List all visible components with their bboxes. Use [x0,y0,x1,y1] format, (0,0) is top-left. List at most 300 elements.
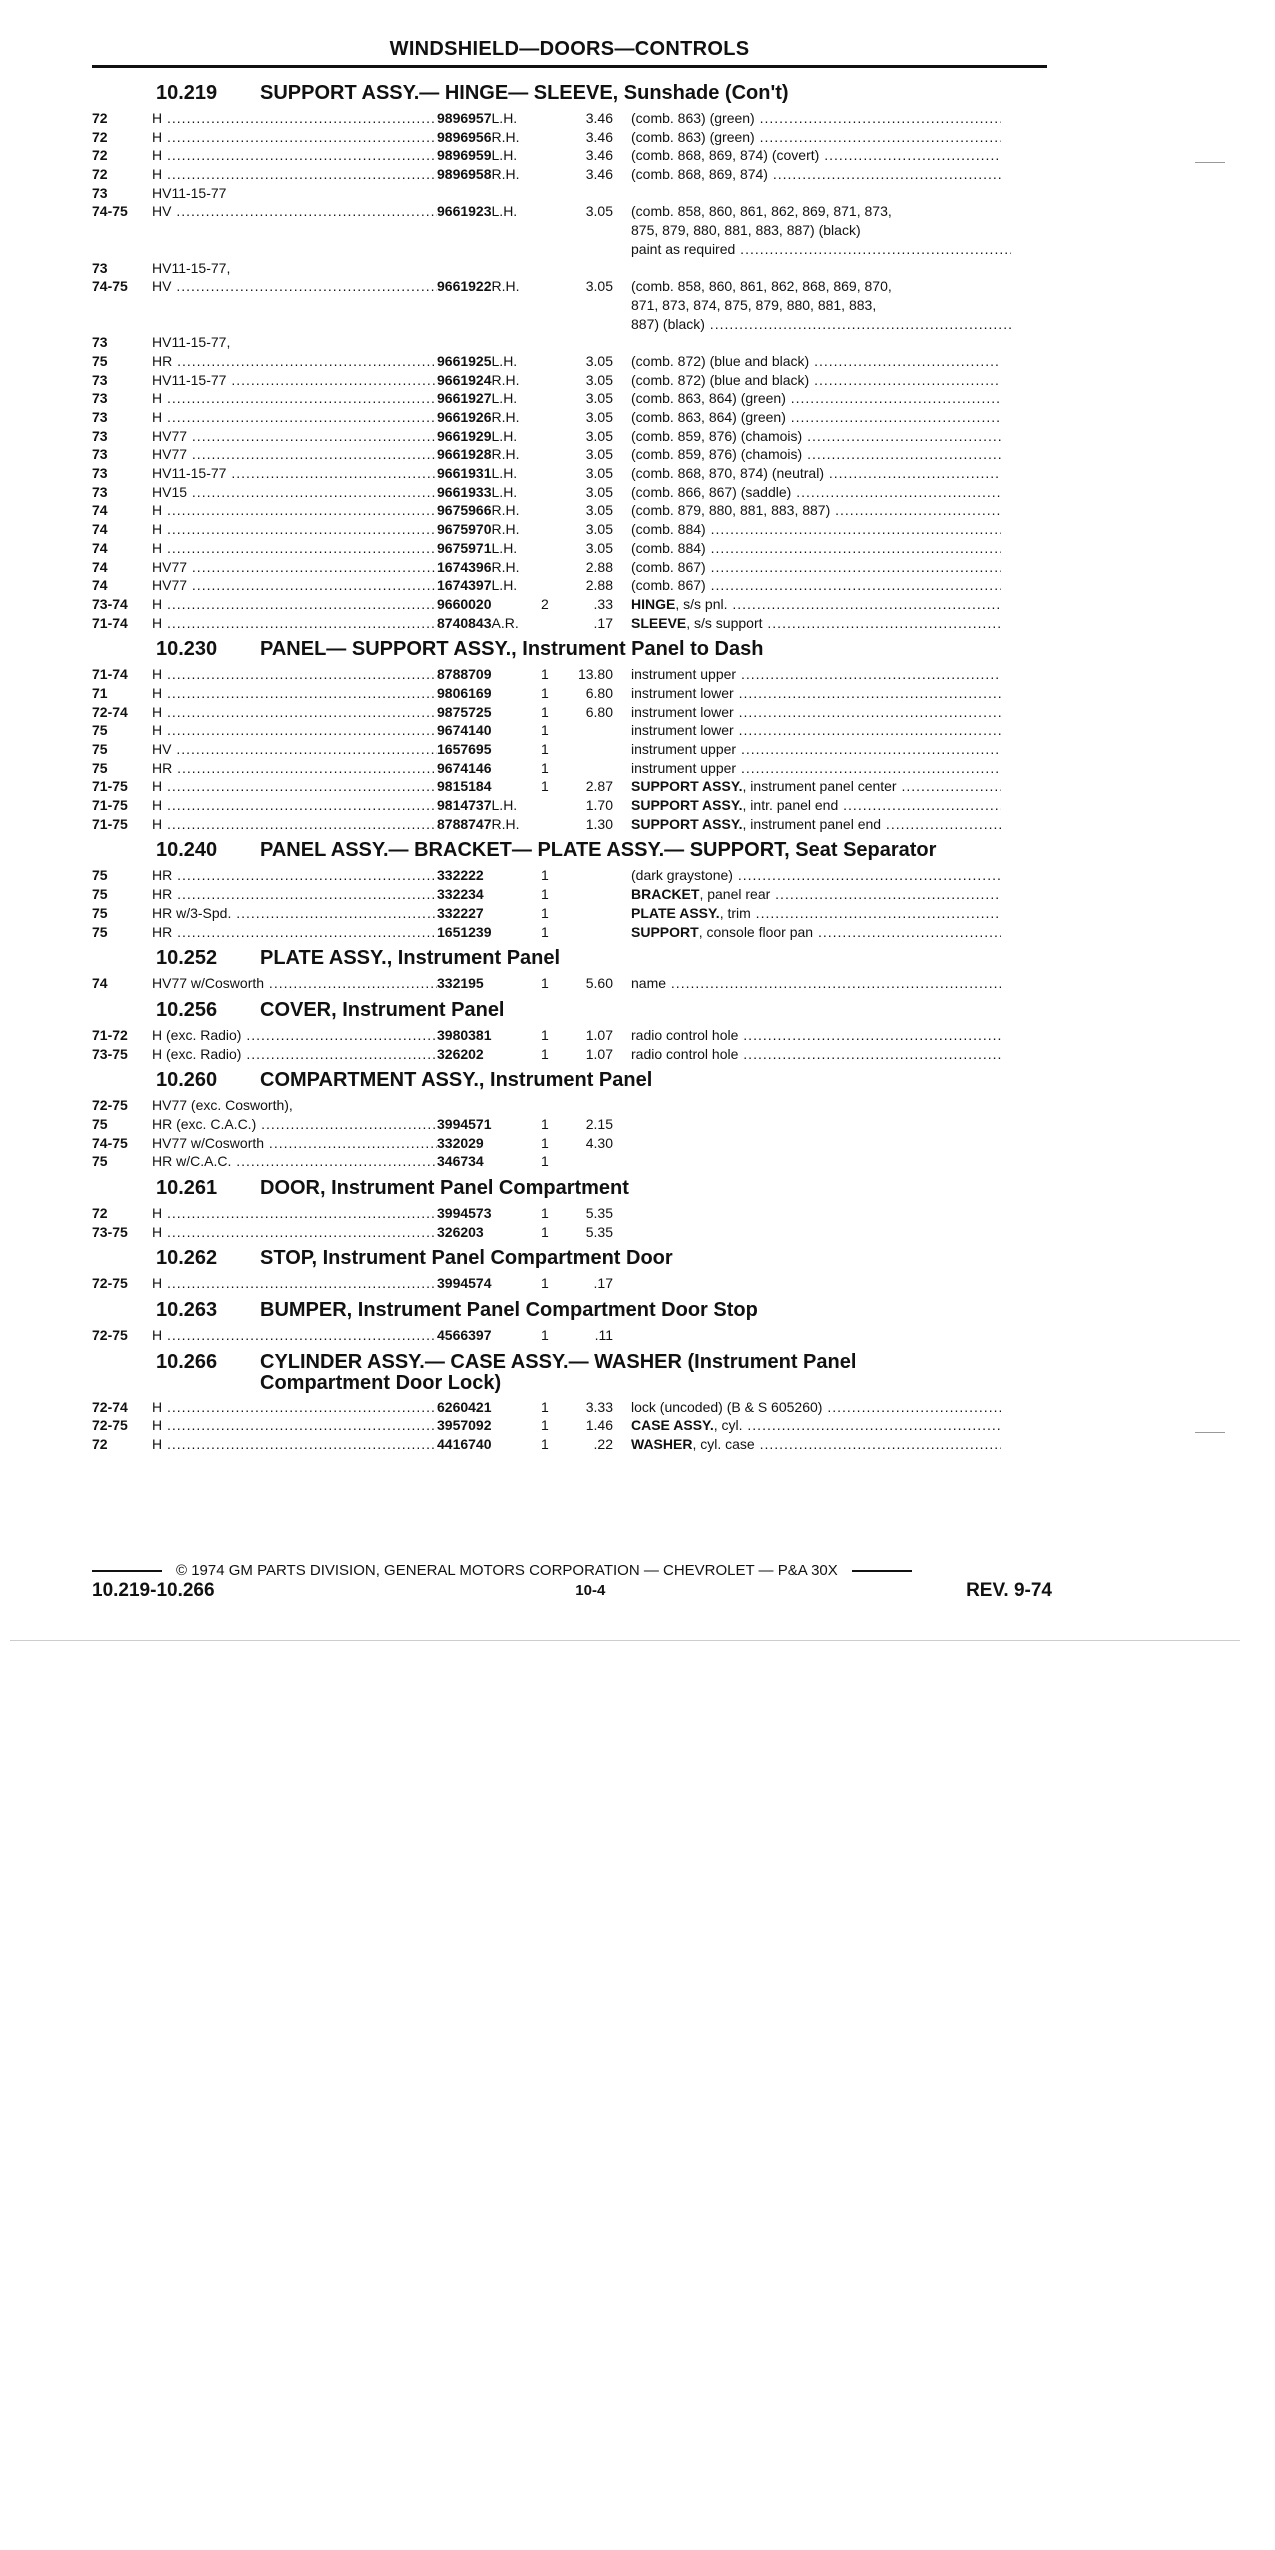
part-number: 3994573 [437,1205,492,1221]
table-row [92,721,1052,740]
row-part-number [437,202,541,221]
row-description-keyword: SUPPORT ASSY. [631,815,743,832]
section-number: 10.219 [156,82,218,104]
row-year: 73 [92,390,108,407]
row-side: L.H. [491,539,518,556]
row-application: H ..... [152,1416,437,1435]
table-row [92,146,1052,165]
table-row [92,866,1052,885]
row-description: (comb. 884) ..... [631,539,1001,558]
row-quantity [541,259,565,278]
row-part-number [437,165,541,184]
row-price: .11 [594,1327,613,1344]
row-year: 73 [92,371,108,388]
row-application: HR ..... [152,759,437,778]
part-number: 3957092 [437,1417,492,1434]
row-quantity [541,371,565,390]
part-number: 9661925 [437,352,492,369]
row-year: 75 [92,1153,108,1170]
row-part-number [437,501,541,520]
row-quantity: 1 [541,722,549,739]
row-description-keyword: SUPPORT ASSY. [631,778,743,795]
part-number: 9661924 [437,371,492,388]
part-number: 9675966 [437,502,492,519]
row-description [631,1204,1001,1223]
part-number: 332222 [437,867,484,884]
table-row [92,885,1052,904]
row-price: 3.46 [585,128,613,145]
row-application: HR ..... [152,885,437,904]
table-row [92,740,1052,759]
row-quantity: 1 [541,1205,549,1221]
row-part-number [437,109,541,128]
row-year: 73 [92,483,108,500]
row-application: H ..... [152,1223,437,1242]
row-price: 3.05 [585,352,613,369]
row-side: A.R. [491,614,519,631]
row-quantity [541,539,565,558]
row-price [565,923,631,942]
row-description-continued: paint as required ..... [631,240,1011,259]
row-description: (comb. 859, 876) (chamois) ..... [631,445,1001,464]
row-quantity: 1 [541,1275,549,1292]
part-number: 326203 [437,1223,484,1240]
table-row [92,277,1052,296]
row-application: H ..... [152,539,437,558]
table-row-continuation [92,221,1052,240]
row-year: 74 [92,975,108,992]
continuation-indent [92,240,631,259]
row-application: H ..... [152,1435,437,1454]
row-price: 3.05 [585,539,613,556]
row-description-continued: 875, 879, 880, 881, 883, 887) (black) [631,222,861,239]
row-description: (comb. 866, 867) (saddle) ..... [631,483,1001,502]
row-price [565,885,631,904]
part-number: 9660020 [437,595,492,612]
row-application: HR w/C.A.C. ..... [152,1152,437,1171]
row-part-number [437,1326,541,1345]
row-application: HV ..... [152,277,437,296]
part-number: 346734 [437,1153,484,1170]
table-row [92,684,1052,703]
row-application: HV77 (exc. Cosworth), [152,1097,293,1114]
row-year: 72-74 [92,1398,128,1415]
row-description-text: , s/s support [686,614,763,631]
row-description [631,1326,1001,1345]
row-part-number [437,1204,541,1223]
row-year: 75 [92,722,108,739]
row-description [631,1134,1001,1153]
part-number: 3994571 [437,1115,492,1132]
row-description: instrument lower ..... [631,703,1001,722]
part-number: 9661923 [437,203,492,220]
row-price: 3.05 [585,446,613,463]
row-year: 74-75 [92,1134,128,1151]
row-quantity [541,796,565,815]
part-number: 9675971 [437,539,492,556]
row-application: HV11-15-77 ..... [152,464,437,483]
row-part-number [437,1152,541,1171]
row-quantity: 1 [541,666,549,683]
row-year: 75 [92,904,108,921]
row-quantity: 1 [541,684,549,701]
table-row [92,1204,1052,1223]
row-side: R.H. [491,166,520,183]
table-row [92,483,1052,502]
footer-range: 10.219-10.266 [92,1580,215,1601]
row-quantity [541,576,565,595]
table-row [92,1435,1052,1454]
table-row [92,815,1052,834]
section-number: 10.230 [156,638,218,661]
scan-edge-mark [10,1640,1240,1641]
table-row [92,352,1052,371]
row-quantity: 1 [541,741,549,757]
row-side: L.H. [491,203,518,220]
row-description [631,1416,1001,1435]
row-price [565,1152,631,1171]
part-number: 9674146 [437,759,492,776]
row-application: H ..... [152,1204,437,1223]
row-side: R.H. [491,521,520,538]
row-quantity [541,501,565,520]
section-header [92,947,1052,970]
section-title: COMPARTMENT ASSY., Instrument Panel [260,1069,653,1092]
row-quantity [541,445,565,464]
part-number: 9806169 [437,684,492,701]
row-price: 5.35 [585,1223,613,1240]
row-part-number [437,464,541,483]
section-number: 10.240 [156,839,218,862]
table-row [92,445,1052,464]
part-number: 8788709 [437,666,492,683]
row-part-number [437,1096,541,1115]
section-title: PANEL ASSY.— BRACKET— PLATE ASSY.— SUPPORT, Seat Separator [260,839,937,862]
row-application: H ..... [152,165,437,184]
row-description: (comb. 868, 869, 874) (covert) ..... [631,146,1001,165]
row-part-number [437,904,541,923]
row-description: (comb. 868, 870, 874) (neutral) ..... [631,464,1001,483]
section-title: PANEL— SUPPORT ASSY., Instrument Panel to Dash [260,638,764,661]
row-price: 3.46 [585,110,613,126]
row-description-keyword: BRACKET [631,886,700,903]
part-number: 9674140 [437,722,492,739]
row-description [631,595,1001,614]
table-row [92,408,1052,427]
row-part-number [437,923,541,942]
part-number: 9661933 [437,483,492,500]
row-year: 72-74 [92,703,128,720]
row-price: 5.60 [585,975,613,992]
row-quantity: 1 [541,1153,549,1170]
row-year: 72-75 [92,1327,128,1344]
row-description-keyword: SLEEVE [631,614,687,631]
row-price: .17 [593,614,613,631]
section-title: CYLINDER ASSY.— CASE ASSY.— WASHER (Instrument Panel Compartment Door Lock) [260,1350,857,1394]
row-price: .33 [593,595,613,612]
row-quantity [541,483,565,502]
row-side: R.H. [491,815,520,832]
row-year: 73 [92,259,108,276]
row-quantity: 1 [541,1327,549,1344]
table-row [92,539,1052,558]
row-part-number [437,520,541,539]
row-description [631,1435,1001,1454]
row-year: 74-75 [92,278,128,295]
row-price: 3.05 [585,390,613,407]
row-quantity [541,277,565,296]
row-year: 74 [92,539,108,556]
table-row [92,520,1052,539]
row-application: HR ..... [152,866,437,885]
row-part-number [437,1045,541,1064]
row-description [631,1152,1001,1171]
row-part-number [437,352,541,371]
table-row [92,796,1052,815]
row-price: 1.07 [585,1026,613,1043]
table-row [92,165,1052,184]
section-header [92,638,1052,661]
row-part-number [437,665,541,684]
row-description [631,333,1001,352]
row-quantity: 1 [541,886,549,903]
row-description: instrument lower ..... [631,684,1001,703]
row-quantity: 1 [541,904,549,921]
table-row [92,1326,1052,1345]
row-price: 3.05 [585,502,613,519]
row-part-number [437,721,541,740]
row-part-number [437,796,541,815]
row-side: L.H. [491,465,518,482]
row-application: HV77 ..... [152,576,437,595]
row-application: H ..... [152,408,437,427]
row-side: L.H. [491,797,518,814]
table-row [92,464,1052,483]
row-part-number [437,445,541,464]
row-year: 71-72 [92,1026,128,1043]
row-description [631,1274,1001,1293]
part-number: 9661922 [437,278,492,295]
row-side: R.H. [491,371,520,388]
row-price [565,866,631,885]
footer-revision: REV. 9-74 [966,1580,1052,1601]
row-description-text: , instrument panel end [742,815,882,832]
row-description: (dark graystone) ..... [631,866,1001,885]
row-description-continued: 887) (black) ..... [631,315,1011,334]
row-side: R.H. [491,502,520,519]
part-number: 9661927 [437,390,492,407]
section-header [92,1069,1052,1092]
row-year: 73 [92,465,108,482]
row-quantity: 1 [541,1436,549,1453]
row-quantity [541,146,565,165]
table-row [92,1274,1052,1293]
part-number: 9896958 [437,166,492,183]
row-application: HR ..... [152,923,437,942]
row-part-number [437,974,541,993]
part-number: 9661929 [437,427,492,444]
row-part-number [437,759,541,778]
table-row [92,904,1052,923]
row-description [631,1115,1001,1134]
section-number: 10.263 [156,1299,218,1322]
row-price: 3.05 [585,427,613,444]
row-part-number [437,1026,541,1045]
section-header [92,1351,1052,1394]
part-number: 1657695 [437,741,492,757]
part-number: 9661928 [437,446,492,463]
row-application: H ..... [152,703,437,722]
row-side: L.H. [491,427,518,444]
row-price [565,333,631,352]
part-number: 9896956 [437,128,492,145]
row-description: (comb. 858, 860, 861, 862, 869, 871, 873, [631,203,892,220]
row-description: (comb. 863, 864) (green) ..... [631,408,1001,427]
row-part-number [437,866,541,885]
row-part-number [437,703,541,722]
continuation-indent [92,315,631,334]
row-description-keyword: SUPPORT [631,923,699,940]
table-row [92,614,1052,633]
row-quantity [541,427,565,446]
section-header [92,82,1052,105]
row-quantity: 2 [541,595,549,612]
table-row [92,1026,1052,1045]
section-header [92,1299,1052,1322]
row-quantity: 1 [541,1134,549,1151]
row-description: (comb. 858, 860, 861, 862, 868, 869, 870, [631,278,892,295]
row-price [565,1096,631,1115]
row-description [631,796,1001,815]
row-part-number [437,184,541,203]
row-year: 75 [92,741,108,757]
table-row [92,703,1052,722]
row-quantity [541,165,565,184]
row-price [565,721,631,740]
row-price: 3.46 [585,166,613,183]
row-description [631,777,1001,796]
row-quantity: 1 [541,759,549,776]
part-number: 3994574 [437,1275,492,1292]
part-number: 4416740 [437,1436,492,1453]
row-year: 72 [92,1436,108,1453]
row-application: H ..... [152,1274,437,1293]
continuation-indent [92,221,631,240]
row-year: 74 [92,502,108,519]
row-application: H (exc. Radio) ..... [152,1045,437,1064]
row-year: 75 [92,886,108,903]
row-description-text: , cyl. [713,1417,743,1434]
section-title: COVER, Instrument Panel [260,998,505,1021]
row-quantity: 1 [541,923,549,940]
table-row [92,501,1052,520]
part-number: 1674397 [437,577,492,594]
row-price: 6.80 [585,684,613,701]
row-application: HV77 w/Cosworth ..... [152,1134,437,1153]
row-application: H ..... [152,520,437,539]
row-year: 72-75 [92,1275,128,1292]
row-price: 2.88 [585,558,613,575]
row-part-number [437,1274,541,1293]
row-side: R.H. [491,558,520,575]
row-part-number [437,146,541,165]
row-side: L.H. [491,110,518,126]
row-description [631,815,1001,834]
row-side: L.H. [491,352,518,369]
table-row [92,184,1052,203]
row-description: (comb. 863) (green) ..... [631,128,1001,147]
row-part-number [437,684,541,703]
section-number: 10.262 [156,1247,218,1270]
row-quantity: 1 [541,1115,549,1132]
row-part-number [437,576,541,595]
row-price: .17 [593,1275,613,1292]
row-side: R.H. [491,278,520,295]
table-row [92,333,1052,352]
row-application: HV11-15-77 [152,184,227,201]
row-application: HV15 ..... [152,483,437,502]
row-application: H ..... [152,684,437,703]
row-year: 72-75 [92,1417,128,1434]
row-part-number [437,539,541,558]
row-year: 72 [92,147,108,164]
row-application: HV77 ..... [152,427,437,446]
table-row [92,576,1052,595]
row-description-keyword: WASHER [631,1436,693,1453]
row-description [631,885,1001,904]
table-row-continuation [92,296,1052,315]
table-row [92,109,1052,128]
part-number: 9896957 [437,110,492,126]
row-part-number [437,259,541,278]
row-application: HV ..... [152,740,437,759]
row-price: 2.88 [585,577,613,594]
row-price: .22 [593,1436,613,1453]
table-row [92,427,1052,446]
row-application: HV11-15-77, [152,334,231,351]
row-part-number [437,483,541,502]
row-quantity: 1 [541,778,549,795]
table-row [92,389,1052,408]
part-number: 4566397 [437,1327,492,1344]
part-number: 1674396 [437,558,492,575]
table-row [92,259,1052,278]
table-row [92,759,1052,778]
row-description [631,1096,1001,1115]
row-year: 73 [92,184,108,201]
row-description-keyword: CASE ASSY. [631,1417,714,1434]
part-number: 332195 [437,975,484,992]
row-description: (comb. 859, 876) (chamois) ..... [631,427,1001,446]
row-part-number [437,1416,541,1435]
part-number: 332227 [437,904,484,921]
row-part-number [437,885,541,904]
table-row [92,1134,1052,1153]
row-year: 75 [92,923,108,940]
row-price: 3.05 [585,521,613,538]
section-number: 10.261 [156,1177,218,1199]
row-description-text: , cyl. case [692,1436,755,1453]
row-application: HR (exc. C.A.C.) ..... [152,1115,437,1134]
row-part-number [437,595,541,614]
row-year: 75 [92,352,108,369]
row-application: H ..... [152,614,437,633]
part-number: 6260421 [437,1398,492,1415]
row-price [565,184,631,203]
row-quantity: 1 [541,1026,549,1043]
row-quantity [541,202,565,221]
row-part-number [437,740,541,759]
